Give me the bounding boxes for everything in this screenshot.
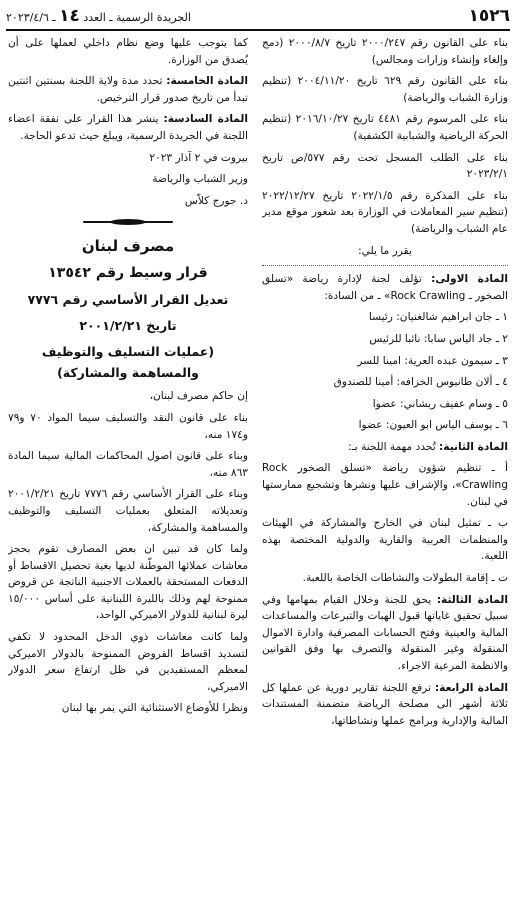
amendment-title: تعديل القرار الأساسي رقم ٧٧٧٦ xyxy=(27,292,229,308)
issue-date: ـ ٢٠٢٣/٤/٦ xyxy=(6,11,56,24)
member-1: ١ ـ جان ابراهيم شالغنيان: رئيسا xyxy=(368,311,508,324)
article-3-text: يحق للجنة وخلال القيام بمهامها وفي سبيل تحقيق غاياتها قبول الهبات والتبرعات والمساعدات المالية والعينية وفتح الحسابات المصرفية وادارة الاموال المنقولة وغير المنقولة والتصرف بها وفق القوانين والانظمة المرعية الاجراء. xyxy=(262,593,508,672)
task-b: ب ـ تمثيل لبنان في الخارج والمشاركة في الهيئات والمنظمات العربية والقارية والدولية المختصة بهذه اللعبة. xyxy=(262,517,508,563)
article-2-text: تُحدد مهمة اللجنة بـ: xyxy=(348,440,436,453)
article-1 xyxy=(262,271,508,304)
article-2-label: المادة الثانية: xyxy=(439,440,508,453)
article-5-text: تحدد مدة ولاية اللجنة بسنتين اثنتين تبدأ من تاريخ صدور قرار الترخيص. xyxy=(8,75,248,104)
preamble-4: بناء على الطلب المسجل تحت رقم ٥٧٧/ص تاريخ ٢٠٢٣/٢/١ xyxy=(262,151,508,181)
article-6 xyxy=(8,111,248,144)
article-6-text: ينشر هذا القرار على نفقة اعضاء اللجنة في الجريدة الرسمية، ويبلغ حيث تدعو الحاجة. xyxy=(8,113,248,142)
signature-name: د. جورج كلاّس xyxy=(184,194,248,207)
paragraph-2: وبناء على قانون اصول المحاكمات المالية سيما المادة ٨٦٣ منه، xyxy=(8,450,248,479)
page-number: ١٥٢٦ xyxy=(468,6,510,26)
article-4-text: ترفع اللجنة تقارير دورية عن عملها كل ثلاثة أشهر الى مصلحة الرياضة متضمنة المستندات المالية والإدارية وبرامج عملها ونشاطاتها، xyxy=(262,681,508,727)
paragraph-6: ونظرا للأوضاع الاستثنائية التي يمر بها لبنان xyxy=(61,702,248,715)
decision-subject: (عمليات التسليف والتوظيف والمساهمة والمشاركة) xyxy=(41,344,215,381)
task-c: ت ـ إقامة البطولات والنشاطات الخاصة باللعبة. xyxy=(302,572,508,585)
member-5: ٥ ـ وسام عفيف ريشاني: عضوا xyxy=(372,397,508,410)
paragraph-4: ولما كان قد تبين ان بعض المصارف تقوم بحجز معاشات عملائها الموطّنة لديها بغية تحصيل الاقساط أو الدفعات المستحقة بالعملات الاجنبية الناتجة عن قروض ممنوحة لهم وذلك بالليرة اللبنانية على أساس ١٥/٠٠٠ ليرة لبنانية للدولار الاميركي الواحد، xyxy=(8,543,248,622)
paragraph-3: وبناء على القرار الأساسي رقم ٧٧٧٦ تاريخ ٢٠٠١/٢/٢١ وتعديلاته المتعلق بعمليات التسليف والتوظيف والمساهمة والمشاركة، xyxy=(8,488,248,534)
decision-title: قرار وسيط رقم ١٣٥٤٢ xyxy=(48,265,208,282)
gazette-name: الجريدة الرسمية ـ العدد xyxy=(83,11,191,24)
decides-line: يقرر ما يلي: xyxy=(358,244,412,257)
member-3: ٣ ـ سيمون عبده العرية: امينا للسر xyxy=(357,354,508,367)
dotted-separator xyxy=(262,264,508,266)
article-2 xyxy=(262,439,508,456)
member-6: ٦ ـ يوسف الياس ابو العيون: عضوا xyxy=(358,419,508,432)
preamble-5: بناء على المذكرة رقم ٢٠٢٢/١/٥ تاريخ ٢٠٢٢/١٢/٢٧ (تنظيم سير المعاملات في الوزارة بعد شغور موقع مدير عام الشباب والرياضة) xyxy=(262,189,508,235)
paragraph-1: بناء على قانون النقد والتسليف سيما المواد ٧٠ و٧٩ و١٧٤ منه، xyxy=(8,411,248,441)
preamble-2: بناء على القانون رقم ٦٢٩ تاريخ ٢٠٠٤/١١/٢٠ (تنظيم وزارة الشباب والرياضة) xyxy=(262,75,508,104)
section-divider xyxy=(83,217,173,227)
article-4 xyxy=(262,680,508,730)
amendment-date: تاريخ ٢٠٠١/٢/٢١ xyxy=(79,318,177,334)
member-4: ٤ ـ ألان طانيوس الخزافه: أمينا للصندوق xyxy=(333,376,508,389)
issue-number: ١٤ xyxy=(59,6,80,26)
page-header xyxy=(6,4,510,26)
right-column xyxy=(262,35,508,917)
preamble-1: بناء على القانون رقم ٢٠٠٠/٢٤٧ تاريخ ٢٠٠٠/٨/٧ (دمج وإلغاء وإنشاء وزارات ومجالس) xyxy=(262,37,508,66)
left-column xyxy=(8,35,248,917)
article-5 xyxy=(8,73,248,106)
signature-place-date: بيروت في ٢ آذار ٢٠٢٣ xyxy=(149,151,248,164)
article-1-label: المادة الاولى: xyxy=(431,273,508,286)
article-3-label: المادة الثالثة: xyxy=(436,593,508,606)
bank-title: مصرف لبنان xyxy=(81,237,175,256)
article-6-label: المادة السادسة: xyxy=(163,113,248,126)
member-2: ٢ ـ جاد الياس سابا: نائبا للرئيس xyxy=(369,332,508,345)
gazette-title xyxy=(6,6,191,26)
article-3 xyxy=(262,592,508,675)
paragraph-5: ولما كانت معاشات ذوي الدخل المحدود لا تكفي لتسديد اقساط القروض الممنوحة بالدولار الاميركي لمعظم المستفيدين في ظل ارتفاع سعر الدولار الاميركي، xyxy=(8,631,248,693)
article-5-label: المادة الخامسة: xyxy=(166,75,248,88)
signature-title: وزير الشباب والرياضة xyxy=(152,173,248,186)
task-a: أ ـ تنظيم شؤون رياضة «تسلق الصخور Rock Crawling»، والإشراف عليها ونشرها وتشجيع ممارستها في لبنان. xyxy=(262,462,508,508)
header-rule xyxy=(6,29,510,31)
article-1-text: تؤلف لجنة لإدارة رياضة «تسلق الصخور ـ Rock Crawling» ـ من السادة: xyxy=(262,273,508,302)
continuation-text: كما يتوجب عليها وضع نظام داخلي لعملها على أن يُصدق من الوزارة. xyxy=(8,37,248,66)
governor-line: إن حاكم مصرف لبنان، xyxy=(149,390,248,403)
article-4-label: المادة الرابعة: xyxy=(434,681,508,694)
preamble-3: بناء على المرسوم رقم ٤٤٨١ تاريخ ٢٠١٦/١٠/٢٧ (تنظيم الحركة الرياضية والشبابية الكشفية) xyxy=(262,113,508,142)
